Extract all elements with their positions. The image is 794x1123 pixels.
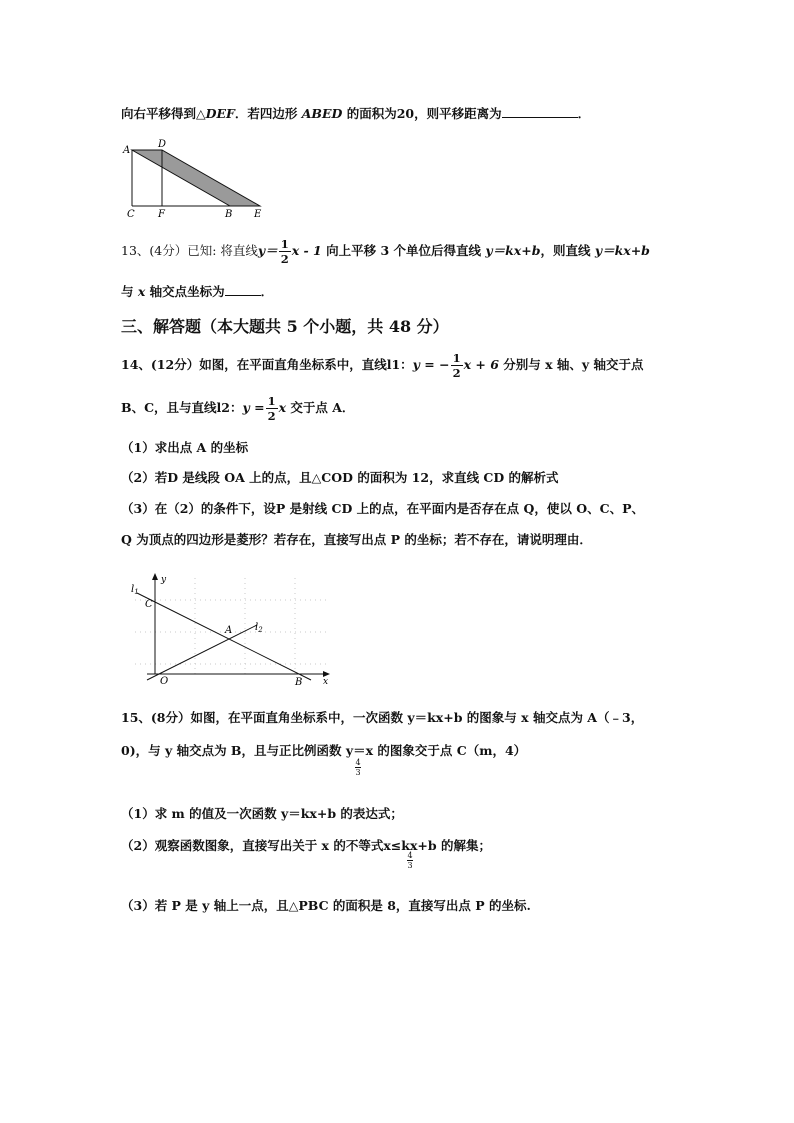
fraction: $\frac{1}{2}$	[452, 351, 461, 380]
q15-sub1: （1）求 m 的值及一次函数 y＝kx+b 的表达式；	[121, 806, 403, 821]
point-C-label: C	[145, 599, 153, 610]
q14-sub1: （1）求出点 A 的坐标	[121, 440, 249, 455]
section-title: 三、解答题（本大题共 5 个小题，共 48 分）	[121, 317, 449, 336]
grid	[135, 578, 330, 674]
q14-sub3-line1: （3）在（2）的条件下，设P 是射线 CD 上的点，在平面内是否存在点 Q，使以 O、C、P、	[121, 501, 644, 516]
line-l1	[137, 593, 311, 680]
y-axis-arrow	[152, 573, 158, 580]
fraction: $\frac{1}{2}$	[280, 237, 289, 266]
q14-sub3-line2: Q 为顶点的四边形是菱形？若存在，直接写出点 P 的坐标；若不存在，请说明理由．	[121, 532, 592, 547]
q14-graph	[125, 570, 340, 688]
q15-sub3: （3）若 P 是 y 轴上一点，且△PBC 的面积是 8，直接写出点 P 的坐标.	[121, 898, 531, 913]
l1-label: $l_1$	[131, 584, 139, 596]
x-axis-label: x	[323, 677, 329, 687]
label-E: E	[254, 209, 262, 220]
q15-line1: 15、(8分）如图，在平面直角坐标系中，一次函数 y＝kx+b 的图象与 x 轴交点为 A（﹣3，	[121, 710, 644, 725]
label-B: B	[225, 209, 233, 220]
y-axis-label: y	[161, 575, 167, 585]
q12-text: 向右平移得到△DEF．若四边形 ABED 的面积为20，则平移距离为 ．	[121, 106, 591, 121]
q14-sub2: （2）若D 是线段 OA 上的点，且△COD 的面积为 12，求直线 CD 的解析式	[121, 470, 559, 485]
answer-blank[interactable]	[225, 295, 261, 296]
label-A: A	[123, 145, 131, 156]
line-l2	[147, 625, 257, 680]
q12-figure	[120, 138, 270, 222]
point-A-label: A	[225, 625, 233, 636]
label-F: F	[158, 209, 165, 220]
q15-line2: 0)，与 y 轴交点为 B，且与正比例函数 y＝x 的图象交于点 C（m，4）	[121, 743, 527, 758]
answer-blank[interactable]	[502, 117, 578, 118]
shaded-quadrilateral	[132, 150, 260, 206]
point-B-label: B	[295, 677, 303, 688]
q13-line1: 13、(4分）已知: 将直线y＝ $\frac{1}{2}$ x - 1 向上平移 3 个单位后得直线 y＝kx+b，则直线 y＝kx+b	[121, 237, 650, 266]
fraction: $\frac{1}{2}$	[267, 394, 276, 423]
point-O-label: O	[160, 676, 169, 687]
small-fraction: 4 3	[355, 758, 361, 777]
label-C: C	[127, 209, 135, 220]
l2-label: $l_2$	[255, 622, 263, 634]
label-D: D	[158, 139, 167, 150]
small-fraction: 4 3	[407, 851, 413, 870]
q13-line2: 与 x 轴交点坐标为 ．	[121, 284, 274, 299]
q15-sub2: （2）观察函数图象，直接写出关于 x 的不等式x≤kx+b 的解集；	[121, 838, 491, 853]
q14-line2: B、C，且与直线l2：y = $\frac{1}{2}$ x 交于点 A．	[121, 394, 355, 423]
q14-line1: 14、(12分）如图，在平面直角坐标系中，直线l1：y = − $\frac{1}{2}$ x + 6 分别与 x 轴、y 轴交于点	[121, 351, 644, 380]
